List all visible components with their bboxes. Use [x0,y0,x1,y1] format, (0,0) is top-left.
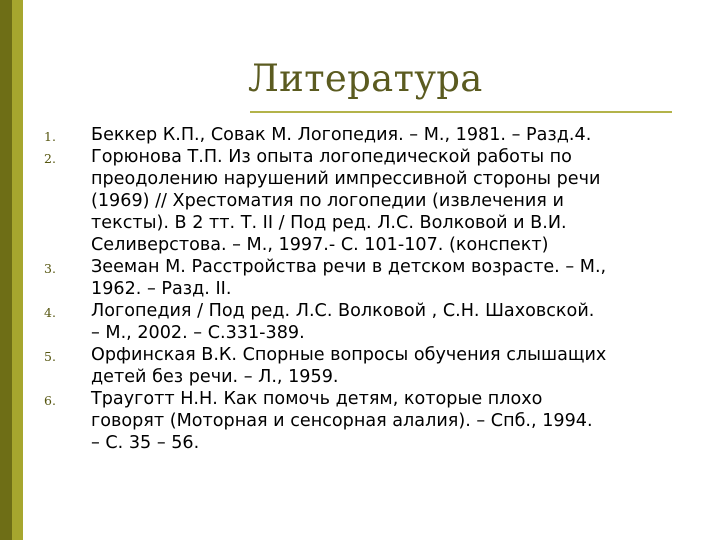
reference-item-5 [0,344,720,388]
reference-text [91,344,691,388]
reference-number: 3. [44,261,56,276]
reference-line: Трауготт Н.Н. Как помочь детям, которые плохо [91,389,543,409]
reference-line: Орфинская В.К. Спорные вопросы обучения слышащих [91,345,607,365]
reference-line: Беккер К.П., Совак М. Логопедия. – М., 1981. – Разд.4. [91,125,592,145]
reference-number: 4. [44,305,56,320]
reference-line: преодолению нарушений импрессивной стороны речи [91,169,601,189]
reference-number: 5. [44,349,56,364]
reference-number: 6. [44,393,56,408]
reference-item-3 [0,256,720,300]
reference-line: детей без речи. – Л., 1959. [91,367,339,387]
reference-line: Селиверстова. – М., 1997.- С. 101-107. (конспект) [91,235,549,255]
reference-line: – С. 35 – 56. [91,433,200,453]
reference-item-1 [0,124,720,146]
reference-item-2 [0,146,720,256]
reference-line: 1962. – Разд. II. [91,279,232,299]
reference-line: говорят (Моторная и сенсорная алалия). – Спб., 1994. [91,411,593,431]
reference-text [91,146,691,256]
reference-list [0,124,720,454]
reference-line: (1969) // Хрестоматия по логопедии (извлечения и [91,191,564,211]
reference-line: Логопедия / Под ред. Л.С. Волковой , С.Н. Шаховской. [91,301,595,321]
reference-line: – М., 2002. – С.331-389. [91,323,305,343]
reference-text [91,124,691,146]
reference-line: Зееман М. Расстройства речи в детском возрасте. – М., [91,257,607,277]
reference-text [91,388,691,454]
reference-line: Горюнова Т.П. Из опыта логопедической работы по [91,147,572,167]
slide-title: Литература [248,57,483,100]
reference-item-4 [0,300,720,344]
reference-item-6 [0,388,720,454]
reference-text [91,300,691,344]
reference-number: 2. [44,151,56,166]
title-underline [250,111,672,113]
reference-text [91,256,691,300]
reference-line: тексты). В 2 тт. Т. II / Под ред. Л.С. Волковой и В.И. [91,213,567,233]
reference-number: 1. [44,129,56,144]
